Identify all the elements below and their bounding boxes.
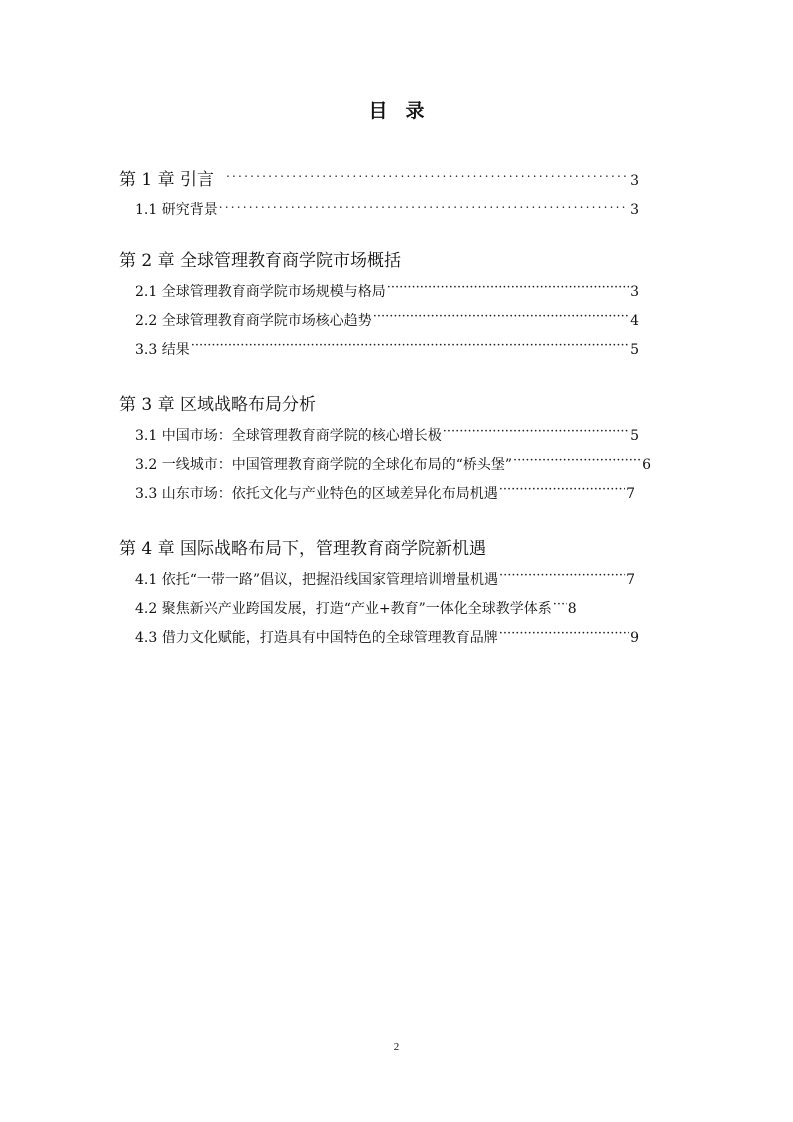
entry-title: 2.1 全球管理教育商学院市场规模与格局 bbox=[135, 284, 386, 300]
toc-entry-3-3[interactable] bbox=[119, 484, 635, 504]
page-number: 3 bbox=[630, 284, 639, 300]
page-number: 5 bbox=[630, 342, 639, 358]
dot-leader bbox=[191, 340, 629, 354]
dot-leader bbox=[513, 455, 641, 469]
entry-title: 3.3 结果 bbox=[135, 342, 190, 358]
page-number: 3 bbox=[630, 173, 639, 189]
toc-title: 目录 bbox=[368, 100, 443, 122]
page-number: 6 bbox=[642, 457, 651, 473]
toc-chapter-2[interactable] bbox=[119, 249, 639, 273]
table-of-contents bbox=[119, 168, 651, 648]
entry-title: 4.1 依托“一带一路”倡议，把握沿线国家管理培训增量机遇 bbox=[135, 572, 499, 588]
chapter-title: 第 1 章 引言 bbox=[119, 170, 215, 190]
entry-title: 1.1 研究背景 bbox=[135, 202, 218, 218]
dot-leader bbox=[373, 311, 629, 325]
chapter-title: 第 2 章 全球管理教育商学院市场概括 bbox=[119, 251, 402, 271]
page-number-footer: 2 bbox=[393, 1041, 400, 1053]
entry-title: 3.3 山东市场：依托文化与产业特色的区域差异化布局机遇 bbox=[135, 486, 498, 502]
toc-entry-3-1[interactable] bbox=[119, 426, 639, 446]
page-number: 9 bbox=[630, 630, 639, 646]
entry-title: 3.2 一线城市：中国管理教育商学院的全球化布局的“桥头堡” bbox=[135, 457, 513, 473]
dot-leader bbox=[226, 168, 629, 185]
entry-title: 4.3 借力文化赋能，打造具有中国特色的全球管理教育品牌 bbox=[135, 630, 498, 646]
dot-leader bbox=[499, 628, 629, 642]
toc-chapter-4[interactable] bbox=[119, 537, 639, 561]
toc-entry-4-3[interactable] bbox=[119, 628, 639, 648]
chapter-title: 第 3 章 区域战略布局分析 bbox=[119, 395, 317, 415]
dot-leader bbox=[499, 484, 625, 498]
toc-entry-2-3[interactable] bbox=[119, 340, 639, 360]
chapter-title: 第 4 章 国际战略布局下，管理教育商学院新机遇 bbox=[119, 539, 487, 559]
entry-title: 2.2 全球管理教育商学院市场核心趋势 bbox=[135, 313, 372, 329]
toc-entry-3-2[interactable] bbox=[119, 455, 651, 475]
toc-entry-4-2[interactable] bbox=[119, 599, 653, 619]
page-number: 8 bbox=[567, 601, 577, 617]
entry-title: 3.1 中国市场：全球管理教育商学院的核心增长极 bbox=[135, 428, 442, 444]
page-number: 4 bbox=[630, 313, 639, 329]
toc-chapter-3[interactable] bbox=[119, 393, 639, 417]
toc-entry-2-1[interactable] bbox=[119, 282, 639, 302]
entry-title: 4.2 聚焦新兴产业跨国发展，打造“产业+教育”一体化全球教学体系 bbox=[135, 601, 552, 617]
dot-leader bbox=[219, 200, 629, 214]
page-number: 5 bbox=[630, 428, 639, 444]
page-number: 7 bbox=[626, 486, 635, 502]
page-number: 3 bbox=[630, 202, 639, 218]
toc-entry-4-1[interactable] bbox=[119, 570, 635, 590]
page-number: 7 bbox=[626, 572, 635, 588]
dot-leader bbox=[443, 426, 629, 440]
toc-entry-1-1[interactable] bbox=[119, 200, 639, 220]
toc-entry-2-2[interactable] bbox=[119, 311, 639, 331]
toc-chapter-1[interactable] bbox=[119, 168, 639, 193]
dot-leader bbox=[499, 570, 625, 584]
dot-leader bbox=[387, 282, 629, 296]
dot-leader bbox=[553, 599, 567, 613]
